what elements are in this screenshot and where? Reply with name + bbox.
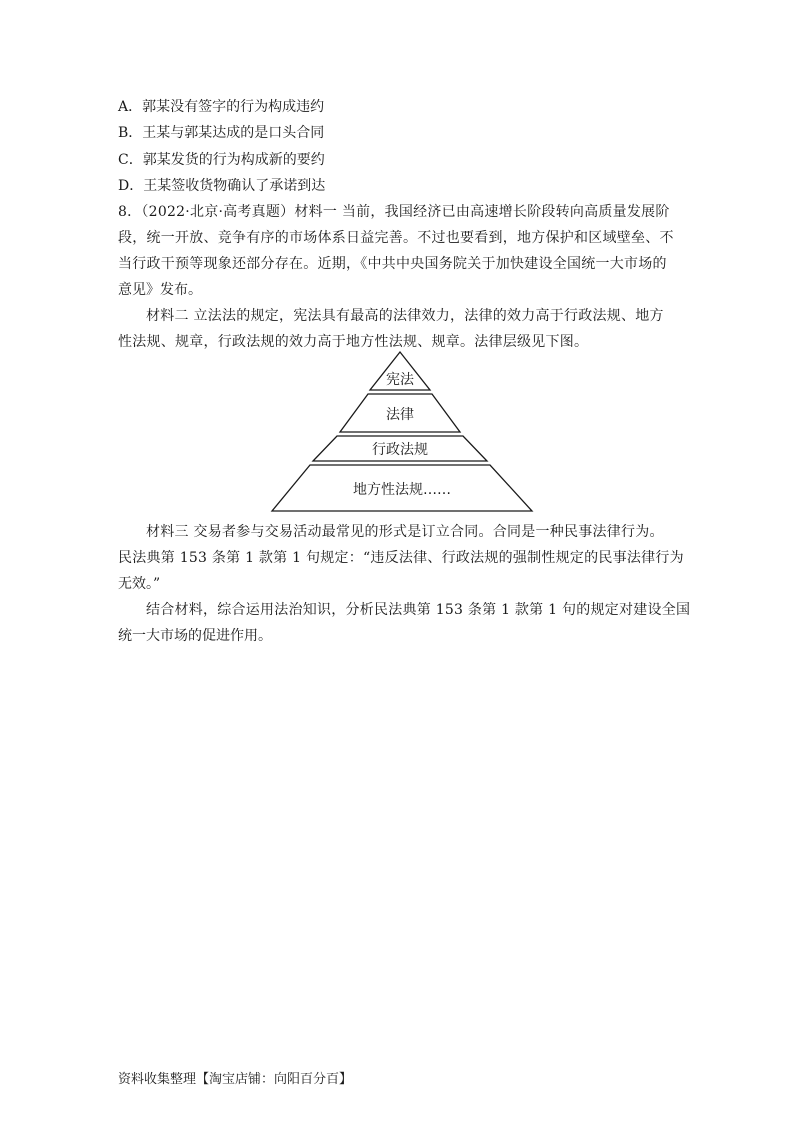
option-c: C．郭某发货的行为构成新的要约	[118, 152, 325, 168]
question8-line1: 8．（2022·北京·高考真题）材料一 当前，我国经济已由高速增长阶段转向高质量发展阶	[118, 204, 670, 220]
material3-line1: 材料三 交易者参与交易活动最常见的形式是订立合同。合同是一种民事法律行为。	[146, 524, 664, 540]
task-line1: 结合材料，综合运用法治知识，分析民法典第 153 条第 1 款第 1 句的规定对建设全国	[146, 602, 691, 618]
option-d: D．王某签收货物确认了承诺到达	[118, 178, 326, 194]
material2-line2: 性法规、规章，行政法规的效力高于地方性法规、规章。法律层级见下图。	[118, 334, 589, 350]
legal-hierarchy-pyramid	[270, 350, 535, 515]
pyramid-label-law: 法律	[386, 407, 414, 423]
pyramid-label-administrative-regulations: 行政法规	[372, 442, 428, 458]
material3-line2: 民法典第 153 条第 1 款第 1 句规定：“违反法律、行政法规的强制性规定的民事法律行为	[118, 550, 684, 566]
material2-line1: 材料二 立法法的规定，宪法具有最高的法律效力，法律的效力高于行政法规、地方	[146, 308, 664, 324]
question8-line3: 当行政干预等现象还部分存在。近期，《中共中央国务院关于加快建设全国统一大市场的	[118, 256, 667, 272]
pyramid-label-constitution: 宪法	[386, 372, 414, 388]
option-b: B．王某与郭某达成的是口头合同	[118, 125, 325, 141]
task-line2: 统一大市场的促进作用。	[118, 628, 272, 644]
option-a: A．郭某没有签字的行为构成违约	[118, 99, 325, 115]
question8-line2: 段，统一开放、竞争有序的市场体系日益完善。不过也要看到，地方保护和区域壁垒、不	[118, 230, 674, 246]
pyramid-label-local-regulations: 地方性法规……	[353, 482, 451, 498]
material3-line3: 无效。”	[118, 576, 161, 592]
page-footer: 资料收集整理【淘宝店铺：向阳百分百】	[118, 1072, 353, 1087]
question8-line4: 意见》发布。	[118, 282, 202, 298]
